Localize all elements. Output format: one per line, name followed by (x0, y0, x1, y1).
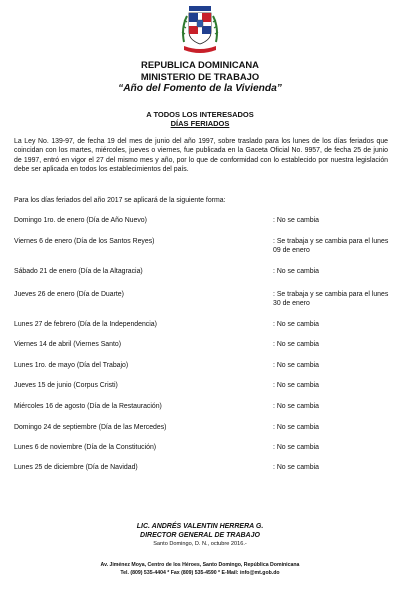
holiday-status: : No se cambia (273, 403, 319, 410)
holiday-date: Lunes 25 de diciembre (Día de Navidad) (14, 464, 138, 471)
signatory-name: LIC. ANDRÉS VALENTIN HERRERA G. (136, 523, 264, 530)
subject-line: DÍAS FERIADOS (170, 119, 230, 128)
holiday-date: Jueves 15 de junio (Corpus Cristi) (14, 382, 118, 389)
coat-of-arms-icon (178, 4, 222, 56)
footer-contact: Tel. (809) 535-4404 * Fax (809) 535-4590 * E-Mail: info@mt.gob.do (120, 570, 280, 576)
holiday-date: Sábado 21 de enero (Día de la Altagracia) (14, 268, 143, 275)
holiday-status: : No se cambia (273, 424, 319, 431)
intro-paragraph: Para los días feriados del año 2017 se aplicará de la siguiente forma: (14, 197, 226, 204)
holiday-status: : No se cambia (273, 341, 319, 348)
law-paragraph: La Ley No. 139-97, de fecha 19 del mes de junio del año 1997, sobre traslado para los lunes de los días feriados que coincidan con los martes, miércoles, jueves o viernes, fue publicada en la Gaceta Oficial No. 9957, de fecha 25 de junio de 1997, entró en vigor el 27 del mismo mes y año, por lo que de conformidad con lo establecido por nuestra legislación debe ser aplicada en todos los establecimientos del país. (14, 138, 388, 173)
holiday-status: : No se cambia (273, 382, 319, 389)
holiday-date: Lunes 1ro. de mayo (Día del Trabajo) (14, 362, 129, 369)
holiday-status: : No se cambia (273, 444, 319, 451)
holiday-date: Lunes 27 de febrero (Día de la Independencia) (14, 321, 157, 328)
ministry-heading: MINISTERIO DE TRABAJO (140, 71, 260, 82)
country-heading: REPUBLICA DOMINICANA (141, 59, 259, 70)
holiday-date: Viernes 14 de abril (Viernes Santo) (14, 341, 121, 348)
holiday-date: Miércoles 16 de agosto (Día de la Restauración) (14, 403, 162, 410)
holiday-date: Jueves 26 de enero (Día de Duarte) (14, 291, 124, 298)
signatory-title: DIRECTOR GENERAL DE TRABAJO (140, 532, 260, 539)
holiday-date: Domingo 24 de septiembre (Día de las Mercedes) (14, 424, 167, 431)
holiday-status: : Se trabaja y se cambia para el lunes 09 de enero (273, 238, 389, 255)
holiday-status: : No se cambia (273, 464, 319, 471)
place-date: Santo Domingo, D. N., octubre 2016.- (153, 541, 247, 547)
addressee-line: A TODOS LOS INTERESADOS (146, 110, 254, 119)
footer-address: Av. Jiménez Moya, Centro de los Héroes, Santo Domingo, República Dominicana (100, 562, 300, 568)
holiday-status: : No se cambia (273, 362, 319, 369)
holiday-date: Domingo 1ro. de enero (Día de Año Nuevo) (14, 217, 147, 224)
holiday-date: Lunes 6 de noviembre (Día de la Constitución) (14, 444, 157, 451)
holiday-status: : No se cambia (273, 268, 319, 275)
holiday-status: : No se cambia (273, 321, 319, 328)
year-motto: “Año del Fomento de la Vivienda” (118, 83, 282, 94)
holiday-date: Viernes 6 de enero (Día de los Santos Reyes) (14, 238, 155, 245)
holiday-status: : Se trabaja y se cambia para el lunes 30 de enero (273, 291, 389, 308)
holiday-status: : No se cambia (273, 217, 319, 224)
